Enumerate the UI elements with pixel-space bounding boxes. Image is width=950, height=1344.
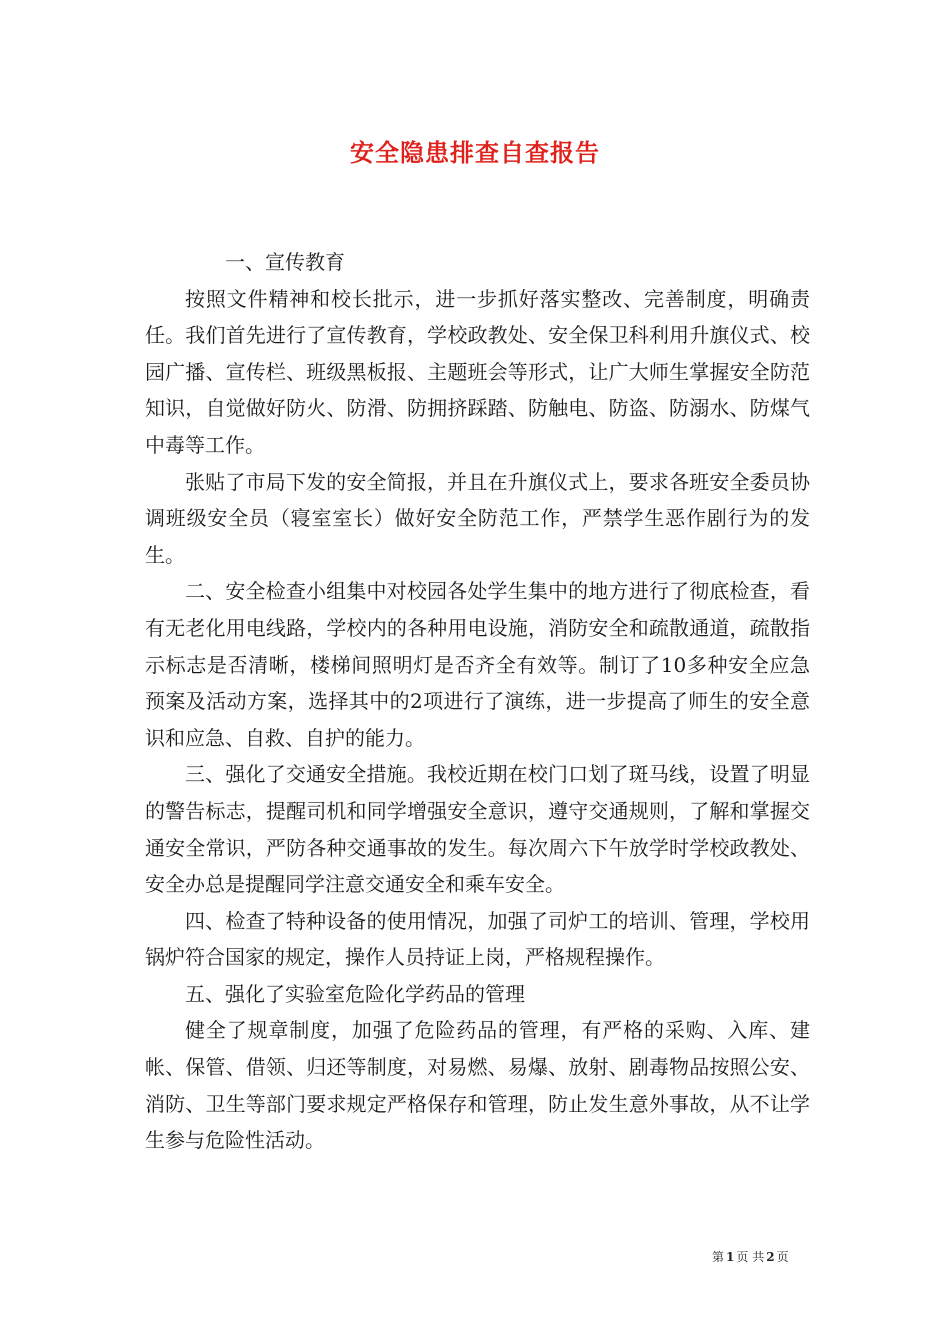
footer-total-pages: 2 <box>766 1250 775 1264</box>
paragraph-lab-chemicals: 健全了规章制度，加强了危险药品的管理，有严格的采购、入库、建帐、保管、借领、归还等制度，对易燃、易爆、放射、剧毒物品按照公安、消防、卫生等部门要求规定严格保存和管理，防止发生意外事故，从不让学生参与危险性活动。 <box>145 1018 810 1153</box>
document-title: 安全隐患排查自查报告 <box>350 138 600 167</box>
page-number-footer <box>712 1248 832 1265</box>
paragraph-publicity-education: 按照文件精神和校长批示，进一步抓好落实整改、完善制度，明确责任。我们首先进行了宣传教育，学校政教处、安全保卫科利用升旗仪式、校园广播、宣传栏、班级黑板报、主题班会等形式，让广大师生掌握安全防范知识，自觉做好防火、防滑、防拥挤踩踏、防触电、防盗、防溺水、防煤气中毒等工作。 <box>145 286 810 457</box>
section-heading-lab-chemicals: 五、强化了实验室危险化学药品的管理 <box>185 981 525 1006</box>
footer-prefix: 第 <box>712 1250 725 1264</box>
footer-suffix: 页 <box>776 1250 789 1264</box>
paragraph-special-equipment: 四、检查了特种设备的使用情况，加强了司炉工的培训、管理，学校用锅炉符合国家的规定，操作人员持证上岗，严格规程操作。 <box>145 908 810 970</box>
document-body <box>145 244 810 1159</box>
footer-middle: 页 共 <box>736 1250 765 1264</box>
footer-current-page: 1 <box>726 1250 735 1264</box>
paragraph-safety-bulletin: 张贴了市局下发的安全简报，并且在升旗仪式上，要求各班安全委员协调班级安全员（寝室室长）做好安全防范工作，严禁学生恶作剧行为的发生。 <box>145 469 810 567</box>
paragraph-safety-inspection: 二、安全检查小组集中对校园各处学生集中的地方进行了彻底检查，看有无老化用电线路，学校内的各种用电设施，消防安全和疏散通道，疏散指示标志是否清晰，楼梯间照明灯是否齐全有效等。制订了10多种安全应急预案及活动方案，选择其中的2项进行了演练，进一步提高了师生的安全意识和应急、自救、自护的能力。 <box>145 579 810 750</box>
section-heading-publicity: 一、宣传教育 <box>225 250 345 274</box>
paragraph-traffic-safety: 三、强化了交通安全措施。我校近期在校门口划了斑马线，设置了明显的警告标志，提醒司机和同学增强安全意识，遵守交通规则，了解和掌握交通安全常识，严防各种交通事故的发生。每次周六下午放学时学校政教处、安全办总是提醒同学注意交通安全和乘车安全。 <box>145 762 810 897</box>
